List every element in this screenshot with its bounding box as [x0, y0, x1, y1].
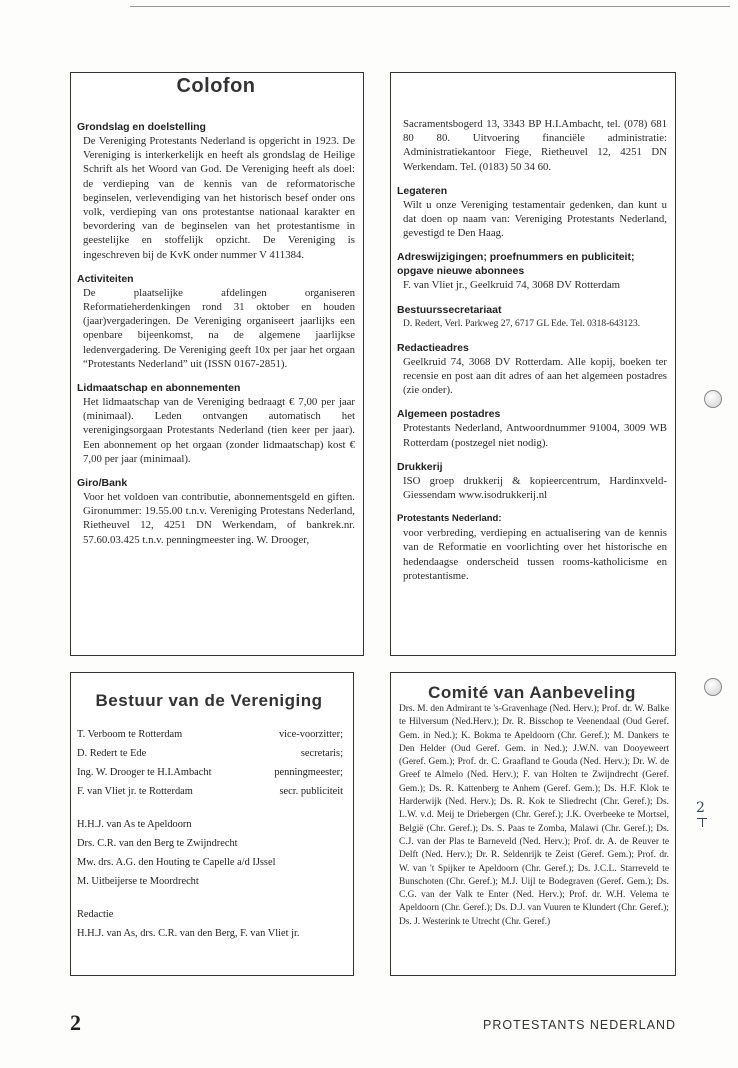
section-body: voor verbreding, verdieping en actualisering van de kennis van de Reformatie en voorlichting over het historische en hedendaagse onderscheid tussen rooms-katholicisme en protestantisme.	[403, 527, 667, 582]
section-body: F. van Vliet jr., Geelkruid 74, 3068 DV Rotterdam	[403, 279, 621, 292]
section-body: Protestants Nederland, Antwoordnummer 91004, 3009 WB Rotterdam (postzegel niet nodig).	[403, 422, 667, 449]
officer-name: F. van Vliet jr. te Rotterdam	[77, 786, 193, 797]
officer-role: secr. publiciteit	[279, 786, 343, 797]
colofon-section	[77, 272, 355, 371]
section-body: De plaatselijke afdelingen organiseren Reformatieherdenkingen rond 31 oktober en houden (jaar)vergaderingen. De Vereniging organiseert jaarlijks een openbare bijeenkomst, na de algemene jaarlijkse ledenvergadering. De Vereniging geeft 10x per jaar het orgaan “Protestants Nederland” uit (ISSN 0167-2851).	[83, 286, 355, 370]
section-heading: Algemeen postadres	[397, 408, 501, 421]
officer-row	[75, 782, 343, 801]
section-heading: Lidmaatschap en abonnementen	[77, 382, 241, 395]
member-item: Mw. drs. A.G. den Houting te Capelle a/d IJssel	[77, 857, 276, 868]
comite-box	[390, 672, 676, 976]
section-body: Geelkruid 74, 3068 DV Rotterdam. Alle kopij, boeken ter recensie en post aan dit adres of aan het algemeen postadres (zie onder).	[403, 355, 667, 397]
publication-name: PROTESTANTS NEDERLAND	[482, 1018, 676, 1032]
section-heading: Adreswijzigingen; proefnummers en publiciteit; opgave nieuwe abonnees	[397, 251, 635, 278]
section-heading: Giro/Bank	[77, 477, 128, 490]
section-heading: Activiteiten	[77, 272, 134, 285]
bestuur-title: Bestuur van de Vereniging	[95, 691, 323, 710]
redactie-label: Redactie	[77, 909, 114, 920]
officer-row	[75, 763, 343, 782]
contact-section	[397, 460, 667, 502]
officer-role: vice-voorzitter;	[278, 729, 343, 740]
contact-section	[397, 303, 667, 331]
section-heading: Protestants Nederland:	[397, 513, 502, 525]
officer-role: penningmeester;	[274, 767, 343, 778]
member-item: H.H.J. van As te Apeldoorn	[77, 819, 192, 830]
margin-note-text: 2	[696, 800, 705, 816]
margin-note	[696, 800, 707, 827]
top-rule	[130, 6, 730, 7]
section-body: De Vereniging Protestants Nederland is opgericht in 1923. De Vereniging is interkerkelijk en heeft als grondslag de Heilige Schrift als het Woord van God. De Vereniging heeft als doel: de verdieping van de kennis van de reformatorische beginselen, verlevendiging van het historisch besef onder ons volk, verdieping van ons protestantse nationaal karakter en bevordering van de beginselen van het protestantisme in geestelijke en stoffelijk opzicht. De Vereniging is ingeschreven bij de KvK onder nummer V 411384.	[83, 135, 355, 261]
contact-intro: Sacramentsbogerd 13, 3343 BP H.I.Ambacht, tel. (078) 681 80 80. Uitvoering financiële administratie: Administratiekantoor Fiege, Rietheuvel 12, 4251 DN Werkendam. Tel. (0183) 50 34 60.	[403, 118, 667, 173]
contact-section	[397, 512, 667, 583]
section-body: Wilt u onze Vereniging testamentair gedenken, dan kunt u dat doen op naam van: Vereniging Protestants Nederland, gevestigd te Den Haag.	[403, 198, 667, 240]
colofon-title: Colofon	[176, 75, 256, 97]
section-body: Het lidmaatschap van de Vereniging bedraagt € 7,00 per jaar (minimaal). Leden ontvangen automatisch het verenigingsorgaan Protestants Nederland (tien keer per jaar). Een abonnement op het orgaan (zonder lidmaatschap) kost € 7,00 per jaar (minimaal).	[83, 396, 355, 465]
binder-hole	[704, 678, 722, 696]
contact-section	[397, 407, 667, 449]
section-heading: Redactieadres	[397, 341, 469, 354]
officer-name: T. Verboom te Rotterdam	[77, 729, 183, 740]
section-body: Voor het voldoen van contributie, abonnementsgeld en giften. Gironummer: 19.55.00 t.n.v. Vereniging Protestans Nederland, Rietheuvel 12, 4251 DN Werkendam, of bankrek.nr. 57.60.03.425 t.n.v. penningmeester ing. W. Drooger,	[83, 491, 355, 546]
redactie-names: H.H.J. van As, drs. C.R. van den Berg, F. van Vliet jr.	[77, 928, 300, 939]
officer-row	[75, 725, 343, 744]
contact-box	[390, 72, 676, 656]
contact-section	[397, 341, 667, 398]
member-item: M. Uitbeijerse te Moordrecht	[77, 876, 199, 887]
section-heading: Bestuurssecretariaat	[397, 303, 502, 316]
officer-name: Ing. W. Drooger te H.I.Ambacht	[77, 767, 212, 778]
officer-role: secretaris;	[300, 748, 343, 759]
colofon-section	[77, 381, 355, 466]
colofon-section	[77, 476, 355, 547]
section-heading: Grondslag en doelstelling	[77, 121, 206, 133]
contact-section	[397, 184, 667, 241]
colofon-section	[77, 120, 355, 262]
officer-name: D. Redert te Ede	[77, 748, 147, 759]
contact-section	[397, 250, 667, 292]
section-body: D. Redert, Verl. Parkweg 27, 6717 GL Ede. Tel. 0318-643123.	[403, 318, 641, 329]
section-heading: Drukkerij	[397, 460, 443, 473]
section-heading: Legateren	[397, 184, 448, 197]
binder-hole	[704, 390, 722, 408]
comite-title: Comité van Aanbeveling	[428, 683, 636, 702]
member-item: Drs. C.R. van den Berg te Zwijndrecht	[77, 838, 238, 849]
bestuur-box	[70, 672, 354, 976]
officer-row	[75, 744, 343, 763]
colofon-box	[70, 72, 364, 656]
page-number: 2	[70, 1010, 81, 1035]
section-body: ISO groep drukkerij & kopieercentrum, Hardinxveld-Giessendam www.isodrukkerij.nl	[403, 474, 667, 502]
comite-members: Drs. M. den Admirant te 's-Gravenhage (Ned. Herv.); Prof. dr. W. Balke te Hilversum (Ned.Herv.); Dr. R. Bisschop te Veenendaal (Oud Geref. Gem. in Ned.); K. Bokma te Apeldoorn (Chr. Geref.); M. Dankers te Den Helder (Oud Geref. Gem. in Ned.); J.W.N. van Dooyeweert (Geref. Gem.); Prof. dr. C. Graafland te Gouda (Ned. Herv.); Dr. W. de Greef te Almelo (Ned. Herv.); F. van Holten te Zwijndrecht (Geref. Gem.); Ds. R. Kattenberg te Anhem (Geref. Gem.); Ds. H.F. Klok te Harderwijk (Ned. Herv.); Ds. R. Kok te Sliedrecht (Chr. Geref.); Ds. L.W. v.d. Meij te Driebergen (Chr. Geref.); J.K. Overbeeke te Mortsel, België (Chr. Geref.); Ds. S. Paas te Zomba, Malawi (Chr. Geref.); Ds. C.J. van der Plas te Barneveld (Ned. Herv.); Prof. dr. A. de Reuver te Delft (Ned. Herv.); Dr. R. Seldenrijk te Zeist (Geref. Gem.); Prof. dr. W. van 't Spijker te Apeldoorn (Chr. Geref.); Ds. J.C.L. Starreveld te Bunschoten (Chr. Geref.); M.J. Uijl te Bodegraven (Geref. Gem.); Ds. C.G. van der Valk te Enter (Ned. Herv.); Prof. dr. W.H. Velema te Apeldoorn (Chr. Geref.); Ds. D.J. van Vuuren te Klundert (Chr. Geref.); Ds. J. Westerink te Utrecht (Chr. Geref.)	[399, 704, 669, 927]
